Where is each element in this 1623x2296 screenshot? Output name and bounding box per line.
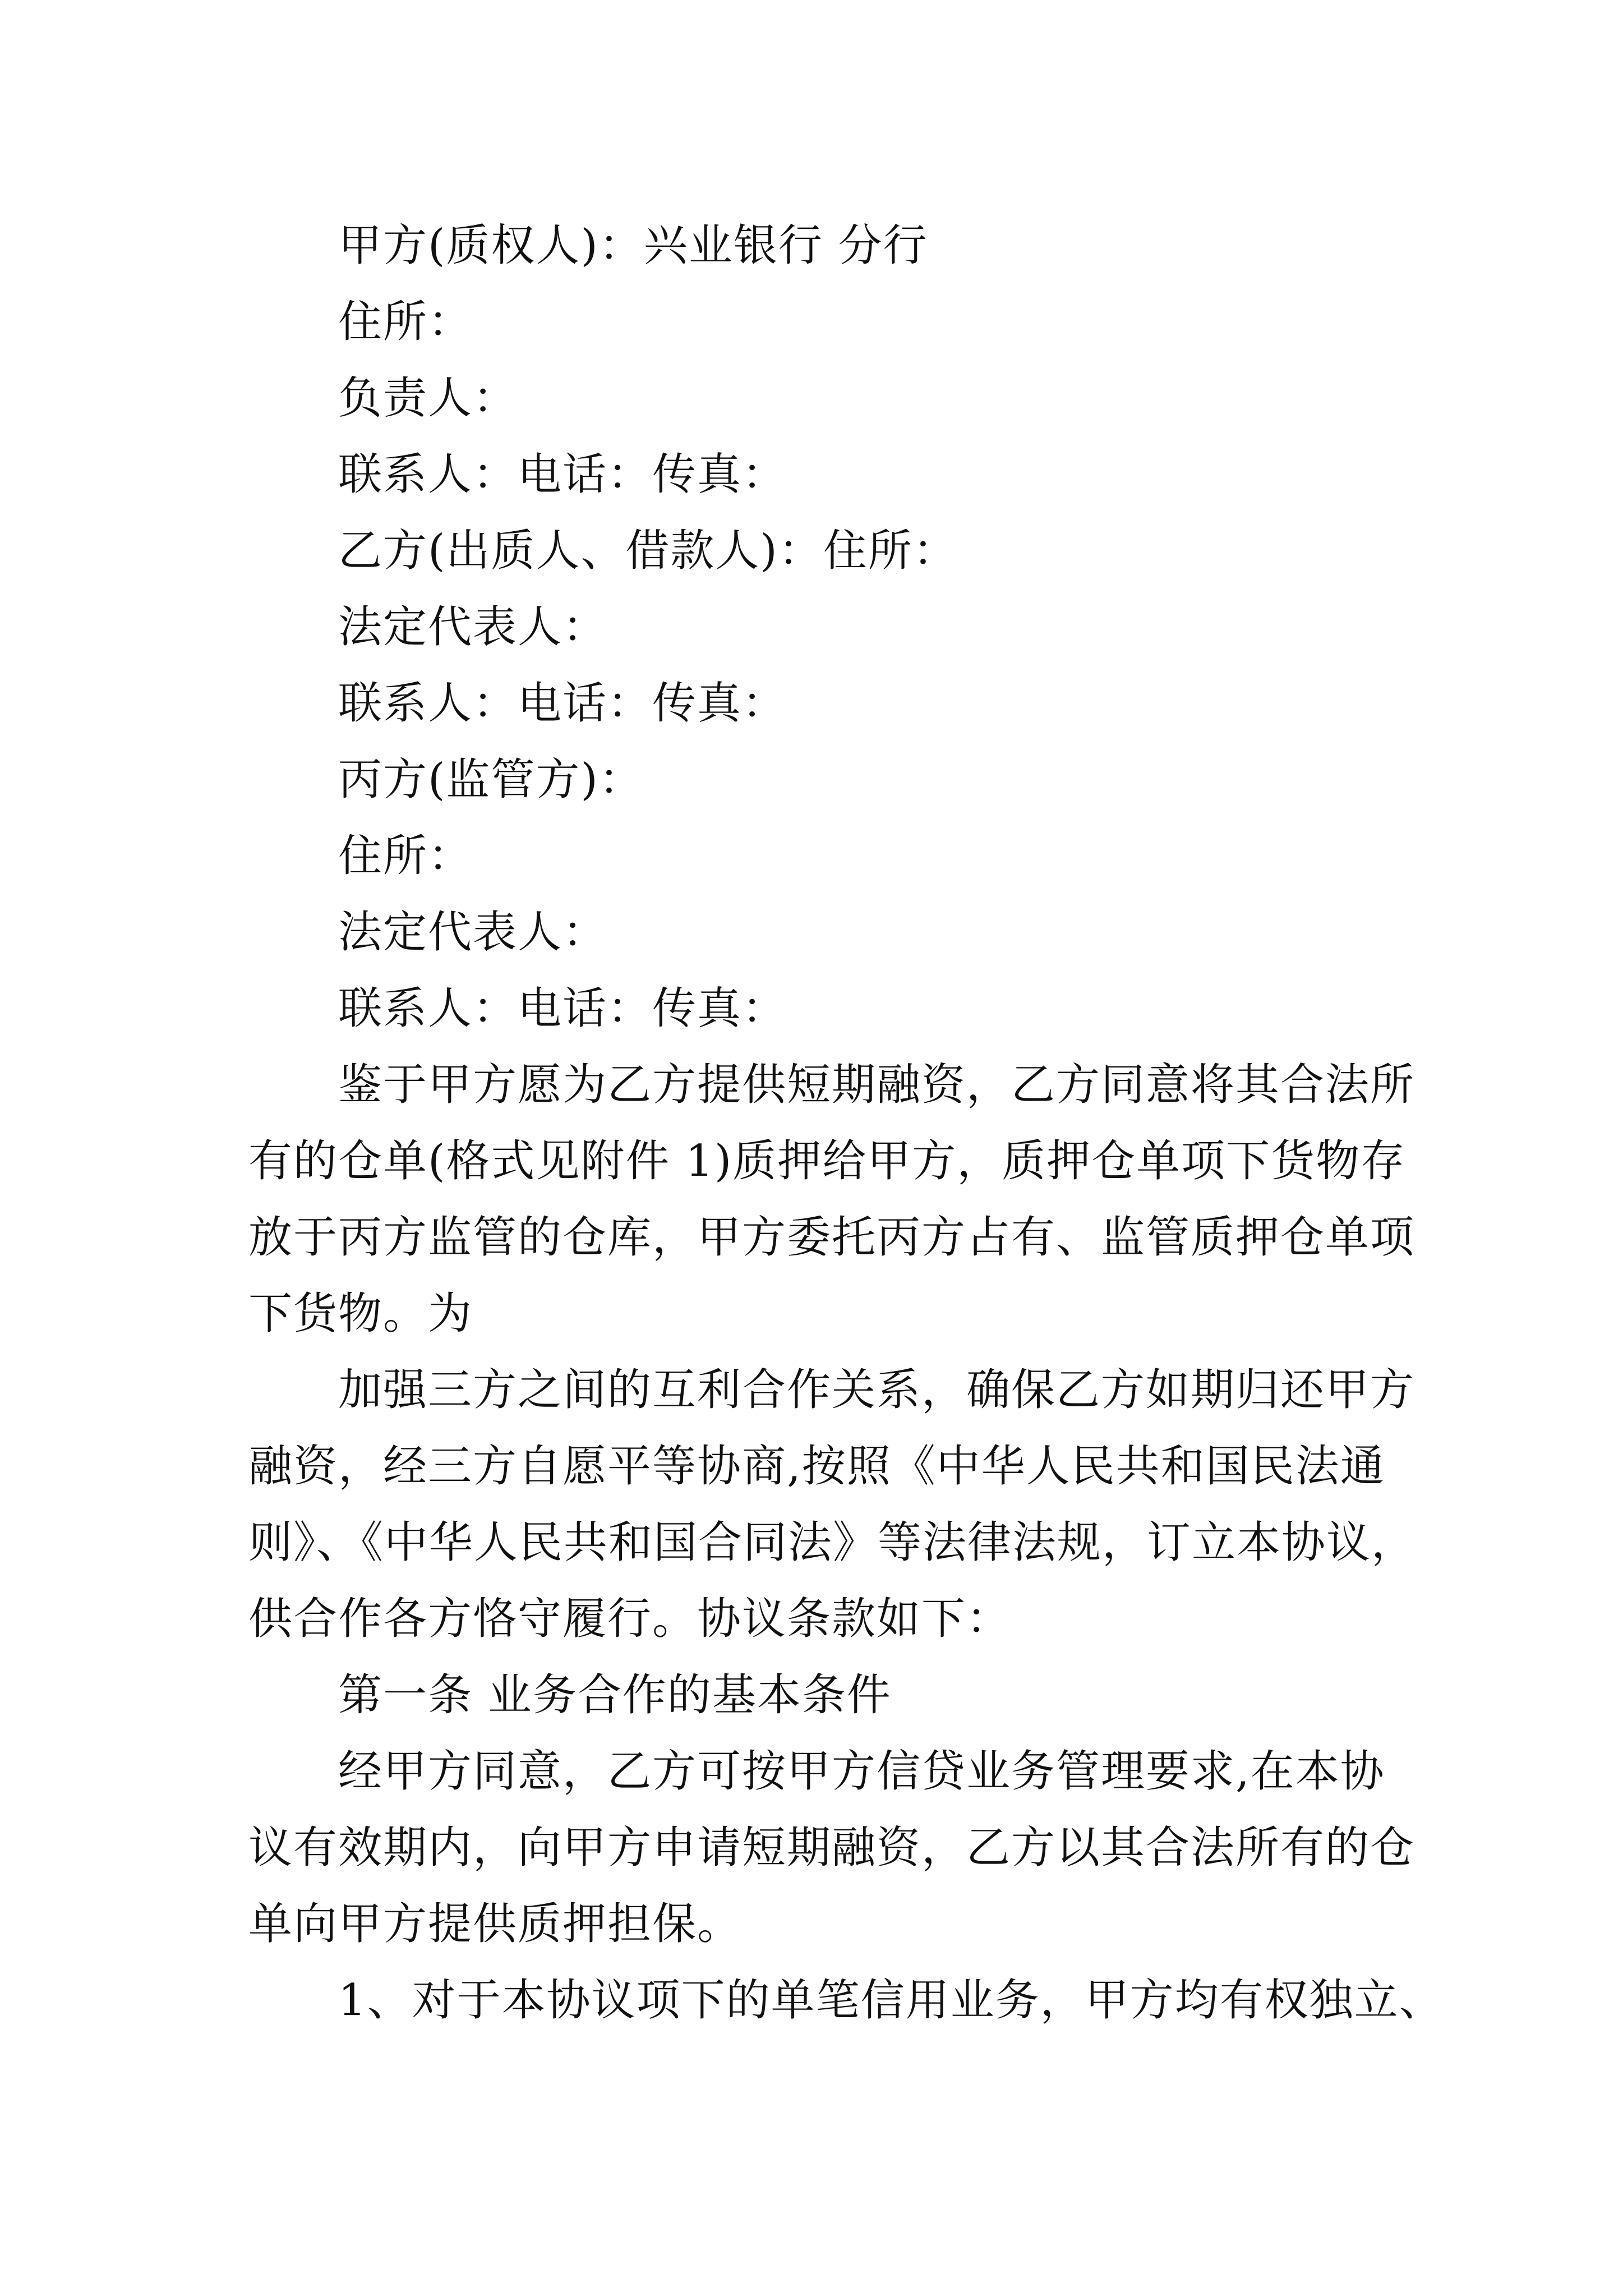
party-c-legal-rep: 法定代表人： <box>338 907 608 958</box>
paragraph-line: 融资，经三方自愿平等协商,按照《中华人民共和国民法通 <box>248 1441 1385 1492</box>
purpose-paragraph <box>248 1352 1415 1657</box>
document-body <box>248 208 1444 2039</box>
paragraph-line: 供合作各方恪守履行。协议条款如下： <box>248 1594 1012 1644</box>
party-b-line: 乙方(出质人、借款人)：住所： <box>338 526 958 576</box>
clause-item-1: 1、对于本协议项下的单笔信用业务，甲方均有权独立、 <box>338 1975 1444 2026</box>
party-b-legal-rep: 法定代表人： <box>338 602 608 652</box>
paragraph-line: 议有效期内，向甲方申请短期融资，乙方以其合法所有的仓 <box>248 1823 1415 1873</box>
paragraph-line: 有的仓单(格式见附件 1)质押给甲方，质押仓单项下货物存 <box>248 1136 1406 1186</box>
party-c-line: 丙方(监管方)： <box>338 754 644 805</box>
paragraph-line: 经甲方同意，乙方可按甲方信贷业务管理要求,在本协 <box>338 1746 1385 1797</box>
party-c-contact: 联系人：电话：传真： <box>338 983 787 1034</box>
paragraph-line: 鉴于甲方愿为乙方提供短期融资，乙方同意将其合法所 <box>338 1060 1415 1110</box>
party-a-contact: 联系人：电话：传真： <box>338 449 787 500</box>
paragraph-line: 下货物。为 <box>248 1289 473 1339</box>
paragraph-line: 放于丙方监管的仓库，甲方委托丙方占有、监管质押仓单项 <box>248 1212 1415 1263</box>
party-a-line: 甲方(质权人)：兴业银行 分行 <box>338 220 928 271</box>
recital-paragraph <box>248 1047 1415 1352</box>
section-title: 第一条 业务合作的基本条件 <box>338 1670 892 1720</box>
party-a-address: 住所： <box>338 297 473 347</box>
section-one-paragraph <box>248 1733 1415 1962</box>
paragraph-line: 则》、《中华人民共和国合同法》等法律法规，订立本协议， <box>248 1517 1417 1568</box>
party-a-principal: 负责人： <box>338 373 518 424</box>
party-c-address: 住所： <box>338 831 473 881</box>
paragraph-line: 单向甲方提供质押担保。 <box>248 1899 743 1949</box>
paragraph-line: 加强三方之间的互利合作关系，确保乙方如期归还甲方 <box>338 1365 1415 1415</box>
party-b-contact: 联系人：电话：传真： <box>338 678 787 729</box>
